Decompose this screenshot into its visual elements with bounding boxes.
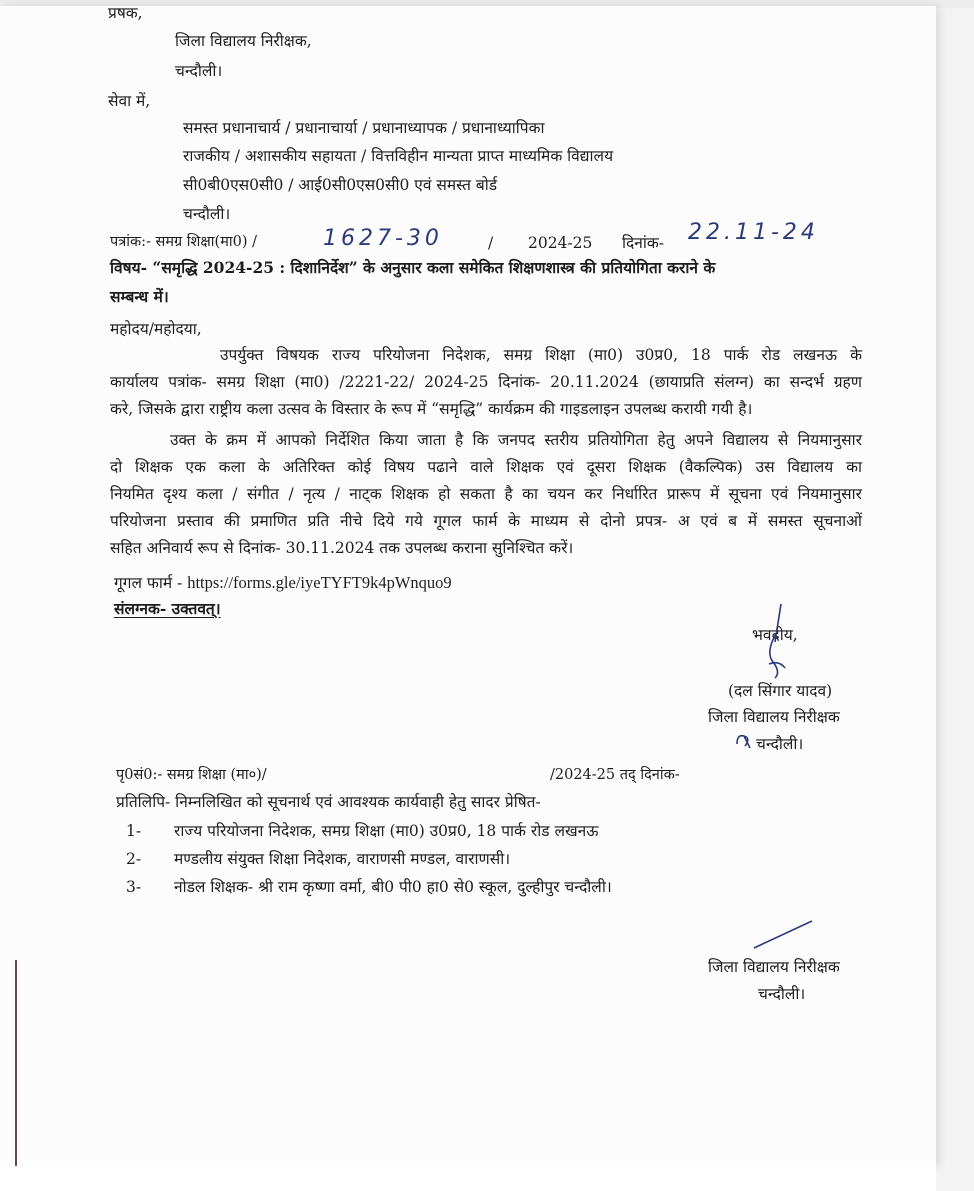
cc-item-number: 3- xyxy=(126,878,142,896)
cc-item xyxy=(126,822,598,841)
signatory-name: (दल सिंगार यादव) xyxy=(728,682,833,700)
paragraph-line: दो शिक्षक एक कला के अतिरिक्त कोई विषय पढाने वाले शिक्षक एवं दूसरा शिक्षक (वैकल्पिक) उस विद्यालय का xyxy=(110,458,862,476)
paragraph-line: परियोजना प्रस्ताव की प्रमाणित प्रति नीचे दिये गये गूगल फार्म के माध्यम से दोनो प्रपत्र- अ एवं ब में समस्त सूचनाओं xyxy=(110,512,862,530)
sender-line: चन्दौली। xyxy=(175,62,223,80)
google-form-label: गूगल फार्म - xyxy=(114,574,188,592)
paragraph-line: करे, जिसके द्वारा राष्ट्रीय कला उत्सव के विस्तार के रूप में “समृद्धि” कार्यक्रम की गाइडलाइन उपलब्ध करायी गयी है। xyxy=(110,400,753,418)
cc-item-number: 2- xyxy=(126,850,142,868)
initials-icon xyxy=(733,730,755,752)
salutation: महोदय/महोदया, xyxy=(110,320,202,338)
endorsement-ref-prefix: पृ0सं0:- समग्र शिक्षा (मा०)/ xyxy=(116,767,267,783)
endorsement-ref-suffix: /2024-25 तद् दिनांक- xyxy=(550,767,680,783)
paragraph-instruction xyxy=(110,427,862,562)
google-form-link[interactable]: https://forms.gle/iyeTYFT9k4pWnquo9 xyxy=(187,573,452,592)
recipient-line: राजकीय / अशासकीय सहायता / वित्तविहीन मान्यता प्राप्त माध्यमिक विद्यालय xyxy=(183,147,614,165)
cc-item-text: नोडल शिक्षक- श्री राम कृष्णा वर्मा, बी0 पी0 हा0 से0 स्कूल, दुल्हीपुर चन्दौली। xyxy=(174,878,612,896)
cc-item-text: राज्य परियोजना निदेशक, समग्र शिक्षा (मा0) उ0प्र0, 18 पार्क रोड लखनऊ xyxy=(174,822,599,840)
from-label: प्रषक, xyxy=(108,4,143,22)
subject-line: सम्बन्ध में। xyxy=(110,287,169,306)
paragraph-line: उपर्युक्त विषयक राज्य परियोजना निदेशक, समग्र शिक्षा (मा0) उ0प्र0, 18 पार्क रोड लखनऊ के xyxy=(220,346,862,364)
signatory-designation: जिला विद्यालय निरीक्षक xyxy=(708,708,840,726)
paragraph-reference xyxy=(110,342,862,423)
closing: भवदीय, xyxy=(752,626,798,644)
ref-date-label: दिनांक- xyxy=(622,234,665,252)
recipient-line: सी0बी0एस0सी0 / आई0सी0एस0सी0 एवं समस्त बोर्ड xyxy=(183,176,498,194)
ref-prefix: पत्रांक:- समग्र शिक्षा(मा0) / xyxy=(110,234,258,250)
subject-line: विषय- “समृद्धि 2024-25 : दिशानिर्देश” के अनुसार कला समेकित शिक्षणशास्त्र की प्रतियोगिता कराने के xyxy=(110,258,716,277)
paragraph-line: उक्त के क्रम में आपको निर्देशित किया जाता है कि जनपद स्तरीय प्रतियोगिता हेतु अपने विद्यालय से नियमानुसार xyxy=(170,431,862,449)
cc-item-text: मण्डलीय संयुक्त शिक्षा निदेशक, वाराणसी मण्डल, वाराणसी। xyxy=(174,850,511,868)
cc-item-number: 1- xyxy=(126,822,142,840)
final-designation: जिला विद्यालय निरीक्षक xyxy=(708,958,840,976)
google-form-row xyxy=(114,573,452,593)
signatory-place: चन्दौली। xyxy=(756,735,804,753)
recipient-line: समस्त प्रधानाचार्य / प्रधानाचार्या / प्रधानाध्यापक / प्रधानाध्यापिका xyxy=(183,119,545,137)
final-place: चन्दौली। xyxy=(758,985,806,1003)
ref-year: 2024-25 xyxy=(528,234,593,252)
to-label: सेवा में, xyxy=(108,92,151,110)
paragraph-line: नियमित दृश्य कला / संगीत / नृत्य / नाट्क शिक्षक हो सकता है का चयन कर निर्धारित प्रारूप में सूचना एवं नियमानुसार xyxy=(110,485,862,503)
final-signature-stroke-icon xyxy=(752,918,816,952)
page-edge-line xyxy=(15,960,17,1166)
ref-separator: / xyxy=(488,234,494,252)
paragraph-line: सहित अनिवार्य रूप से दिनांक- 30.11.2024 तक उपलब्ध कराना सुनिश्चित करें। xyxy=(110,539,574,557)
recipient-line: चन्दौली। xyxy=(183,205,231,223)
cc-item xyxy=(126,878,612,897)
sender-line: जिला विद्यालय निरीक्षक, xyxy=(175,32,312,50)
cc-intro: प्रतिलिपि- निम्नलिखित को सूचनार्थ एवं आवश्यक कार्यवाही हेतु सादर प्रेषित- xyxy=(116,793,541,811)
photo-bottom-band xyxy=(0,1166,936,1191)
enclosure-note: संलग्नक- उक्तवत्। xyxy=(114,599,221,618)
handwritten-ref-number: 1627-30 xyxy=(323,226,443,251)
cc-item xyxy=(126,850,510,869)
signature-icon xyxy=(755,602,795,682)
paragraph-line: कार्यालय पत्रांक- समग्र शिक्षा (मा0) /2221-22/ 2024-25 दिनांक- 20.11.2024 (छायाप्रति संलग्न) का सन्दर्भ ग्रहण xyxy=(110,373,862,391)
handwritten-date: 22.11-24 xyxy=(688,220,819,245)
